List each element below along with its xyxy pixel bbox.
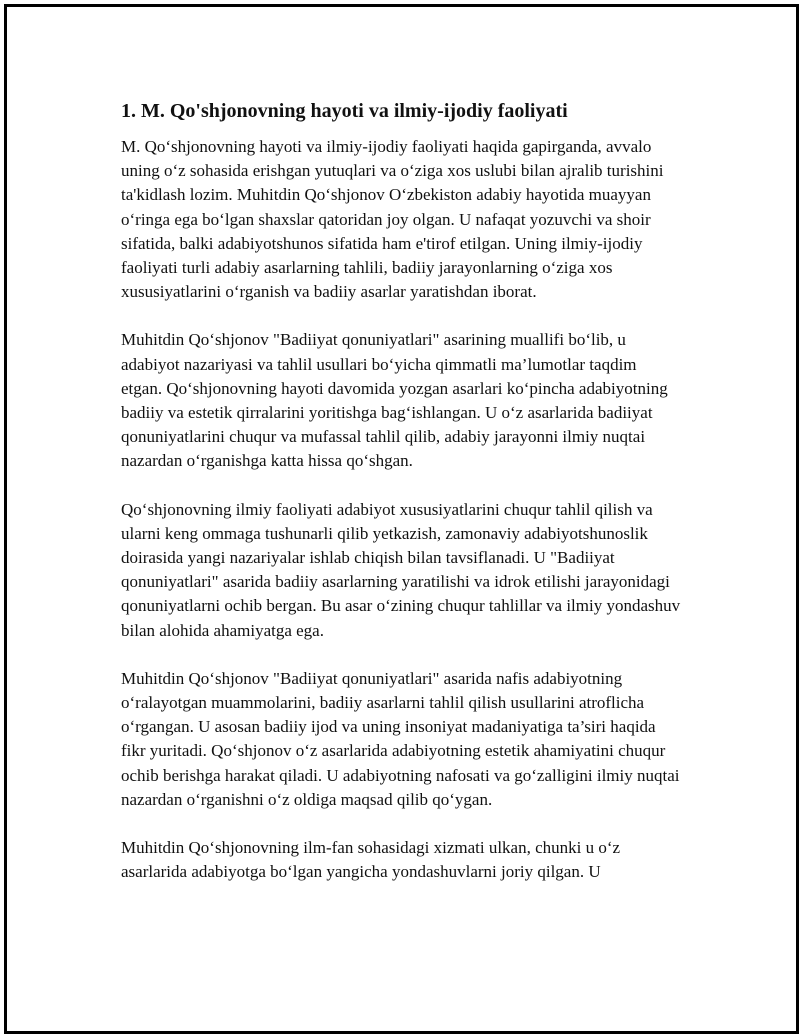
document-body bbox=[121, 97, 681, 908]
page-frame bbox=[4, 4, 799, 1034]
paragraph-5: Muhitdin Qo‘shjonovning ilm-fan sohasidagi xizmati ulkan, chunki u o‘z asarlarida adabiyotga bo‘lgan yangicha yondashuvlarni joriy qilgan. U bbox=[121, 838, 621, 882]
paragraph-2: Muhitdin Qo‘shjonov "Badiiyat qonuniyatlari" asarining muallifi bo‘lib, u adabiyot nazariyasi va tahlil usullari bo‘yicha qimmatli ma’lumotlar taqdim etgan. Qo‘shjonovning hayoti davomida yozgan asarlari ko‘pincha adabiyotning badiiy va estetik qirralarini yoritishga bag‘ishlangan. U o‘z asarlarida badiiyat qonuniyatlarini chuqur va mufassal tahlil qilib, adabiy jarayonni ilmiy nuqtai nazardan o‘rganishga katta hissa qo‘shgan. bbox=[121, 330, 668, 471]
paragraph-3: Qo‘shjonovning ilmiy faoliyati adabiyot xususiyatlarini chuqur tahlil qilish va ularni keng ommaga tushunarli qilib yetkazish, zamonaviy adabiyotshunoslik doirasida yangi nazariyalar ishlab chiqish bilan tavsiflanadi. U "Badiiyat qonuniyatlari" asarida badiiy asarlarning yaratilishi va idrok etilishi jarayonidagi qonuniyatlarni ochib bergan. Bu asar o‘zining chuqur tahlillar va ilmiy yondashuv bilan alohida ahamiyatga ega. bbox=[121, 499, 681, 640]
paragraph-1: M. Qo‘shjonovning hayoti va ilmiy-ijodiy faoliyati haqida gapirganda, avvalo uning o‘z sohasida erishgan yutuqlari va o‘ziga xos uslubi bilan ajralib turishini ta'kidlash lozim. Muhitdin Qo‘shjonov O‘zbekiston adabiy hayotida muayyan o‘ringa ega bo‘lgan shaxslar qatoridan joy olgan. U nafaqat yozuvchi va shoir sifatida, balki adabiyotshunos sifatida ham e'tirof etilgan. Uning ilmiy-ijodiy faoliyati turli adabiy asarlarning tahlili, badiiy jarayonlarning o‘ziga xos xususiyatlarini o‘rganish va badiiy asarlar yaratishdan iborat. bbox=[121, 137, 664, 302]
paragraph-4: Muhitdin Qo‘shjonov "Badiiyat qonuniyatlari" asarida nafis adabiyotning o‘ralayotgan muammolarini, badiiy asarlarni tahlil qilish usullarini atroflicha o‘rgangan. U asosan badiiy ijod va uning insoniyat madaniyatiga ta’siri haqida fikr yuritadi. Qo‘shjonov o‘z asarlarida adabiyotning estetik ahamiyatini chuqur ochib berishga harakat qiladi. U adabiyotning nafosati va go‘zalligini ilmiy nuqtai nazardan o‘rganishni o‘z oldiga maqsad qilib qo‘ygan. bbox=[121, 668, 680, 809]
section-heading: 1. M. Qo'shjonovning hayoti va ilmiy-ijodiy faoliyati bbox=[121, 100, 568, 122]
